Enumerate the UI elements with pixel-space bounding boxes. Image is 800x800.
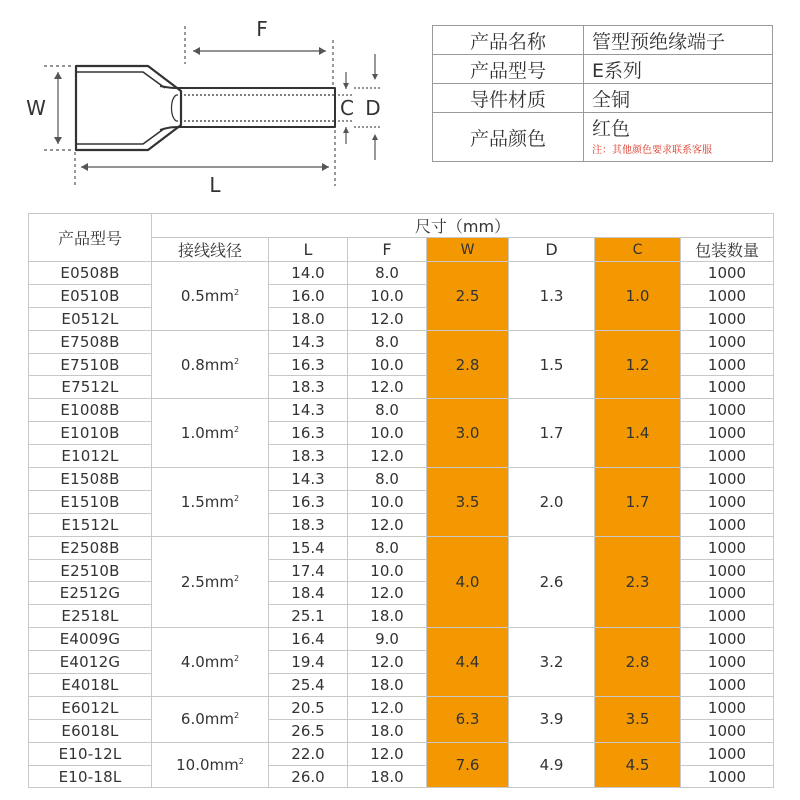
length-L-cell: 16.3 <box>269 353 348 376</box>
length-L-cell: 18.4 <box>269 582 348 605</box>
model-cell: E1508B <box>29 468 152 491</box>
length-F-cell: 12.0 <box>348 651 427 674</box>
diameter-C-cell: 1.0 <box>595 262 681 331</box>
column-header: F <box>348 238 427 262</box>
package-qty-cell: 1000 <box>681 582 774 605</box>
wire-gauge-cell <box>152 536 269 628</box>
info-value: 红色 <box>592 118 631 140</box>
package-qty-cell: 1000 <box>681 422 774 445</box>
length-F-cell: 8.0 <box>348 536 427 559</box>
diameter-D-cell: 4.9 <box>509 742 595 788</box>
length-F-cell: 12.0 <box>348 513 427 536</box>
length-L-cell: 16.4 <box>269 628 348 651</box>
wire-gauge-exponent: 2 <box>234 425 240 435</box>
length-F-cell: 12.0 <box>348 696 427 719</box>
length-F-cell: 10.0 <box>348 353 427 376</box>
model-cell: E2510B <box>29 559 152 582</box>
package-qty-cell: 1000 <box>681 559 774 582</box>
wire-gauge-value: 0.8mm <box>180 355 234 374</box>
column-header: C <box>595 238 681 262</box>
model-cell: E4012G <box>29 651 152 674</box>
product-info-table <box>432 25 773 162</box>
wire-gauge-cell <box>152 468 269 537</box>
package-qty-cell: 1000 <box>681 330 774 353</box>
column-header: 接线线径 <box>152 238 269 262</box>
wire-gauge-value: 4.0mm <box>180 653 234 672</box>
model-cell: E2512G <box>29 582 152 605</box>
dimension-lines <box>44 26 382 186</box>
color-note: 注：其他颜色要求联系客服 <box>592 145 712 156</box>
package-qty-cell: 1000 <box>681 696 774 719</box>
wire-gauge-value: 1.5mm <box>180 492 234 511</box>
info-value: E系列 <box>584 55 773 84</box>
diameter-C-cell: 1.2 <box>595 330 681 399</box>
package-qty-cell: 1000 <box>681 468 774 491</box>
diameter-D-cell: 1.5 <box>509 330 595 399</box>
length-L-cell: 25.4 <box>269 674 348 697</box>
wire-gauge-value: 10.0mm <box>176 756 239 775</box>
width-W-cell: 6.3 <box>427 696 509 742</box>
wire-gauge-value: 0.5mm <box>180 286 234 305</box>
model-cell: E0508B <box>29 262 152 285</box>
length-L-cell: 18.3 <box>269 513 348 536</box>
wire-gauge-exponent: 2 <box>234 654 240 664</box>
model-cell: E1012L <box>29 445 152 468</box>
package-qty-cell: 1000 <box>681 651 774 674</box>
package-qty-cell: 1000 <box>681 399 774 422</box>
wire-gauge-exponent: 2 <box>234 493 240 503</box>
diameter-D-cell: 2.6 <box>509 536 595 628</box>
length-L-cell: 16.3 <box>269 490 348 513</box>
column-header: D <box>509 238 595 262</box>
label-L: L <box>209 173 221 197</box>
label-C: C <box>340 96 354 120</box>
wire-gauge-exponent: 2 <box>234 573 240 583</box>
model-cell: E7510B <box>29 353 152 376</box>
length-F-cell: 8.0 <box>348 468 427 491</box>
length-L-cell: 18.3 <box>269 445 348 468</box>
info-value: 全铜 <box>584 84 773 113</box>
wire-gauge-cell <box>152 628 269 697</box>
wire-gauge-exponent: 2 <box>238 757 244 767</box>
table-row <box>29 330 774 353</box>
wire-gauge-value: 2.5mm <box>180 572 234 591</box>
package-qty-cell: 1000 <box>681 605 774 628</box>
package-qty-cell: 1000 <box>681 742 774 765</box>
length-L-cell: 16.0 <box>269 284 348 307</box>
package-qty-cell: 1000 <box>681 307 774 330</box>
spec-table <box>28 213 774 788</box>
column-header: W <box>427 238 509 262</box>
package-qty-cell: 1000 <box>681 674 774 697</box>
model-cell: E7508B <box>29 330 152 353</box>
wire-gauge-cell <box>152 399 269 468</box>
column-header: 包装数量 <box>681 238 774 262</box>
length-L-cell: 22.0 <box>269 742 348 765</box>
table-row <box>29 628 774 651</box>
wire-gauge-exponent: 2 <box>234 711 240 721</box>
model-cell: E2518L <box>29 605 152 628</box>
wire-gauge-exponent: 2 <box>234 287 240 297</box>
length-L-cell: 14.3 <box>269 468 348 491</box>
package-qty-cell: 1000 <box>681 262 774 285</box>
package-qty-cell: 1000 <box>681 628 774 651</box>
package-qty-cell: 1000 <box>681 445 774 468</box>
model-cell: E0510B <box>29 284 152 307</box>
spec-table-body <box>29 262 774 788</box>
length-F-cell: 12.0 <box>348 742 427 765</box>
length-F-cell: 18.0 <box>348 605 427 628</box>
model-cell: E6012L <box>29 696 152 719</box>
diameter-C-cell: 2.8 <box>595 628 681 697</box>
model-cell: E7512L <box>29 376 152 399</box>
label-D: D <box>365 96 381 120</box>
length-F-cell: 12.0 <box>348 582 427 605</box>
diameter-D-cell: 2.0 <box>509 468 595 537</box>
package-qty-cell: 1000 <box>681 376 774 399</box>
length-F-cell: 12.0 <box>348 376 427 399</box>
label-F: F <box>256 17 268 41</box>
length-F-cell: 9.0 <box>348 628 427 651</box>
info-value-cell <box>584 113 773 162</box>
wire-gauge-value: 1.0mm <box>180 424 234 443</box>
length-F-cell: 18.0 <box>348 674 427 697</box>
length-L-cell: 20.5 <box>269 696 348 719</box>
table-row <box>29 536 774 559</box>
table-row <box>29 696 774 719</box>
length-L-cell: 15.4 <box>269 536 348 559</box>
package-qty-cell: 1000 <box>681 536 774 559</box>
model-cell: E10-12L <box>29 742 152 765</box>
diameter-C-cell: 2.3 <box>595 536 681 628</box>
wire-gauge-cell <box>152 696 269 742</box>
info-row-color <box>433 113 773 162</box>
model-cell: E1008B <box>29 399 152 422</box>
length-F-cell: 12.0 <box>348 445 427 468</box>
model-cell: E1010B <box>29 422 152 445</box>
diameter-C-cell: 4.5 <box>595 742 681 788</box>
size-header-row <box>29 214 774 238</box>
length-L-cell: 26.0 <box>269 765 348 788</box>
model-cell: E10-18L <box>29 765 152 788</box>
length-F-cell: 10.0 <box>348 284 427 307</box>
table-row <box>29 262 774 285</box>
info-label: 产品颜色 <box>433 113 584 162</box>
length-F-cell: 10.0 <box>348 490 427 513</box>
model-cell: E0512L <box>29 307 152 330</box>
length-L-cell: 14.0 <box>269 262 348 285</box>
diameter-C-cell: 1.7 <box>595 468 681 537</box>
width-W-cell: 4.0 <box>427 536 509 628</box>
size-header: 尺寸（mm） <box>152 214 774 238</box>
length-L-cell: 16.3 <box>269 422 348 445</box>
wire-gauge-cell <box>152 262 269 331</box>
info-label: 产品名称 <box>433 26 584 55</box>
table-row <box>29 742 774 765</box>
model-cell: E6018L <box>29 719 152 742</box>
length-L-cell: 18.3 <box>269 376 348 399</box>
diameter-C-cell: 3.5 <box>595 696 681 742</box>
wire-gauge-value: 6.0mm <box>180 710 234 729</box>
model-header: 产品型号 <box>29 214 152 262</box>
info-value: 管型预绝缘端子 <box>584 26 773 55</box>
length-L-cell: 26.5 <box>269 719 348 742</box>
package-qty-cell: 1000 <box>681 513 774 536</box>
package-qty-cell: 1000 <box>681 490 774 513</box>
label-W: W <box>26 96 46 120</box>
length-F-cell: 12.0 <box>348 307 427 330</box>
length-L-cell: 14.3 <box>269 399 348 422</box>
package-qty-cell: 1000 <box>681 765 774 788</box>
length-L-cell: 14.3 <box>269 330 348 353</box>
diameter-D-cell: 1.7 <box>509 399 595 468</box>
model-cell: E4009G <box>29 628 152 651</box>
length-F-cell: 8.0 <box>348 330 427 353</box>
model-cell: E4018L <box>29 674 152 697</box>
column-header: L <box>269 238 348 262</box>
model-cell: E1512L <box>29 513 152 536</box>
length-L-cell: 19.4 <box>269 651 348 674</box>
table-row <box>29 468 774 491</box>
length-L-cell: 25.1 <box>269 605 348 628</box>
package-qty-cell: 1000 <box>681 284 774 307</box>
terminal-dimension-diagram <box>0 0 400 200</box>
info-row-model <box>433 55 773 84</box>
length-F-cell: 10.0 <box>348 422 427 445</box>
wire-gauge-exponent: 2 <box>234 356 240 366</box>
info-row-material <box>433 84 773 113</box>
diameter-C-cell: 1.4 <box>595 399 681 468</box>
info-row-name <box>433 26 773 55</box>
model-cell: E2508B <box>29 536 152 559</box>
length-F-cell: 18.0 <box>348 719 427 742</box>
width-W-cell: 2.8 <box>427 330 509 399</box>
diameter-D-cell: 1.3 <box>509 262 595 331</box>
diameter-D-cell: 3.2 <box>509 628 595 697</box>
package-qty-cell: 1000 <box>681 353 774 376</box>
model-cell: E1510B <box>29 490 152 513</box>
terminal-outline <box>76 66 335 150</box>
info-label: 产品型号 <box>433 55 584 84</box>
diameter-D-cell: 3.9 <box>509 696 595 742</box>
length-F-cell: 8.0 <box>348 262 427 285</box>
width-W-cell: 7.6 <box>427 742 509 788</box>
length-F-cell: 18.0 <box>348 765 427 788</box>
length-L-cell: 18.0 <box>269 307 348 330</box>
width-W-cell: 3.0 <box>427 399 509 468</box>
length-F-cell: 10.0 <box>348 559 427 582</box>
width-W-cell: 3.5 <box>427 468 509 537</box>
length-L-cell: 17.4 <box>269 559 348 582</box>
info-label: 导件材质 <box>433 84 584 113</box>
package-qty-cell: 1000 <box>681 719 774 742</box>
width-W-cell: 4.4 <box>427 628 509 697</box>
wire-gauge-cell <box>152 742 269 788</box>
length-F-cell: 8.0 <box>348 399 427 422</box>
width-W-cell: 2.5 <box>427 262 509 331</box>
table-row <box>29 399 774 422</box>
wire-gauge-cell <box>152 330 269 399</box>
